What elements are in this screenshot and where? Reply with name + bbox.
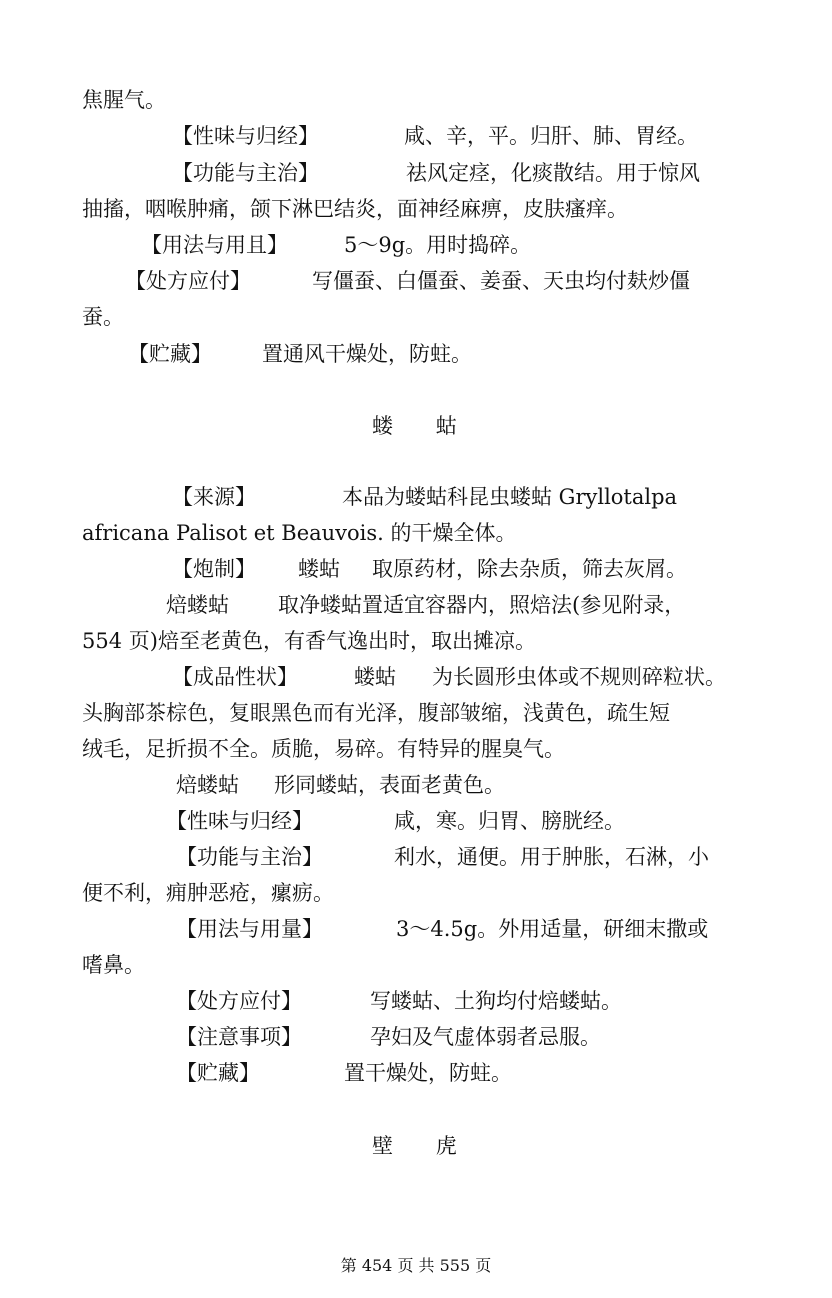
body-text: 咸，寒。归胃、膀胱经。 xyxy=(394,809,625,833)
entry-title xyxy=(372,410,457,440)
section-label: 【来源】 xyxy=(172,485,256,509)
body-text: 便不利，痈肿恶疮，瘰疬。 xyxy=(82,881,334,905)
body-text: 祛风定痉，化痰散结。用于惊风 xyxy=(406,161,700,185)
sub-heading: 焙蝼蛄 xyxy=(176,773,239,797)
section-label: 【成品性状】 xyxy=(172,665,298,689)
body-text: 取原药材，除去杂质，筛去灰屑。 xyxy=(372,557,687,581)
body-text: 置通风干燥处，防蛀。 xyxy=(262,342,472,366)
body-text: 绒毛，足折损不全。质脆，易碎。有特异的腥臭气。 xyxy=(82,737,565,761)
section-label: 【炮制】 xyxy=(172,557,256,581)
section-label: 【注意事项】 xyxy=(176,1025,302,1049)
sub-heading: 焙蝼蛄 xyxy=(166,593,229,617)
body-text: 焦腥气。 xyxy=(82,88,166,112)
section-label: 【功能与主治】 xyxy=(172,161,319,185)
body-text: 本品为蝼蛄科昆虫蝼蛄 Gryllotalpa xyxy=(342,485,678,509)
sub-heading: 蝼蛄 xyxy=(298,557,340,581)
section-label: 【性味与归经】 xyxy=(166,809,313,833)
body-text: 嗜鼻。 xyxy=(82,953,145,977)
body-text: 抽搐，咽喉肿痛，颌下淋巴结炎，面神经麻痹，皮肤瘙痒。 xyxy=(82,197,628,221)
section-label: 【处方应付】 xyxy=(176,989,302,1013)
entry-title-char: 蝼 xyxy=(372,414,393,438)
section-label: 【用法与用量】 xyxy=(176,917,323,941)
body-text: 3～4.5g。外用适量，研细末撒或 xyxy=(396,917,709,941)
body-text: africana Palisot et Beauvois. 的干燥全体。 xyxy=(82,521,517,545)
body-text: 写蝼蛄、土狗均付焙蝼蛄。 xyxy=(370,989,622,1013)
section-label: 【用法与用且】 xyxy=(141,233,288,257)
body-text: 5～9g。用时捣碎。 xyxy=(344,233,532,257)
section-label: 【性味与归经】 xyxy=(172,124,319,148)
body-text: 蚕。 xyxy=(82,305,124,329)
body-text: 头胸部茶棕色，复眼黑色而有光泽，腹部皱缩，浅黄色，疏生短 xyxy=(82,701,670,725)
body-text: 写僵蚕、白僵蚕、姜蚕、天虫均付麸炒僵 xyxy=(312,269,690,293)
sub-heading: 蝼蛄 xyxy=(354,665,396,689)
body-text: 取净蝼蛄置适宜容器内，照焙法(参见附录， xyxy=(278,593,686,617)
body-text: 孕妇及气虚体弱者忌服。 xyxy=(370,1025,601,1049)
section-label: 【贮藏】 xyxy=(128,342,212,366)
entry-title-char: 蛄 xyxy=(435,414,457,438)
body-text: 554 页)焙至老黄色，有香气逸出时，取出摊凉。 xyxy=(82,629,536,653)
body-text: 为长圆形虫体或不规则碎粒状。 xyxy=(432,665,726,689)
page-footer: 第 454 页 共 555 页 xyxy=(340,1256,492,1275)
body-text: 置干燥处，防蛀。 xyxy=(344,1061,512,1085)
body-text: 咸、辛，平。归肝、肺、胃经。 xyxy=(404,124,698,148)
body-text: 形同蝼蛄，表面老黄色。 xyxy=(274,773,505,797)
section-label: 【功能与主治】 xyxy=(176,845,323,869)
body-text: 利水，通便。用于肿胀，石淋，小 xyxy=(394,845,709,869)
section-label: 【处方应付】 xyxy=(125,269,251,293)
entry-title-char: 壁 xyxy=(372,1134,393,1158)
entry-title xyxy=(372,1130,457,1160)
section-label: 【贮藏】 xyxy=(176,1061,260,1085)
entry-title-char: 虎 xyxy=(435,1134,457,1158)
